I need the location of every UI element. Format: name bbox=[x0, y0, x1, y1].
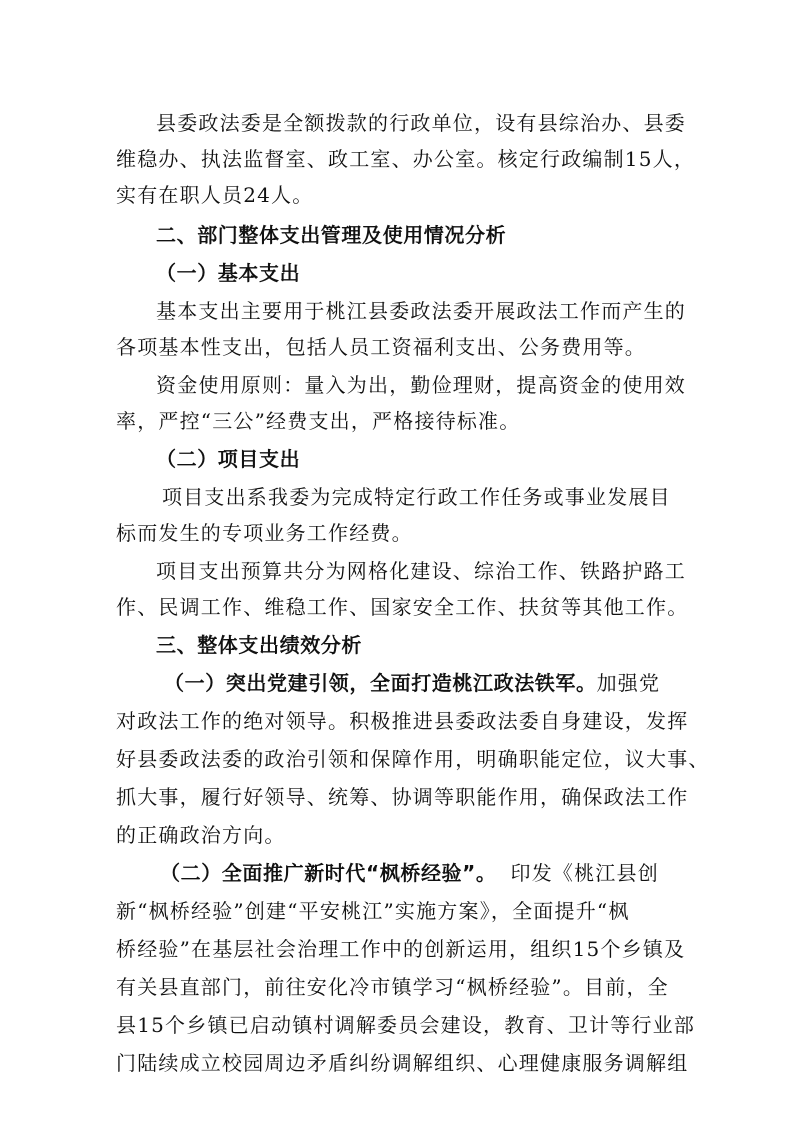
paragraph-line: 好县委政法委的政治引领和保障作用，明确职能定位，议大事、 bbox=[116, 747, 710, 771]
paragraph-lead-text: 加强党 bbox=[596, 671, 661, 695]
paragraph-lead-bold: （一）突出党建引领，全面打造桃江政法铁军。 bbox=[164, 671, 597, 695]
paragraph-line: 基本支出主要用于桃江县委政法委开展政法工作而产生的 bbox=[156, 299, 686, 323]
paragraph-line: 门陆续成立校园周边矛盾纠纷调解组织、心理健康服务调解组 bbox=[116, 1051, 689, 1075]
paragraph-line: 新“枫桥经验”创建“平安桃江”实施方案》，全面提升“枫 bbox=[116, 899, 630, 923]
paragraph-line-mixed bbox=[0, 856, 793, 890]
paragraph-line-mixed bbox=[0, 666, 793, 700]
paragraph-line: 维稳办、执法监督室、政工室、办公室。核定行政编制15人， bbox=[116, 147, 696, 171]
paragraph-line: 县委政法委是全额拨款的行政单位，设有县综治办、县委 bbox=[156, 111, 686, 135]
paragraph-line: 的正确政治方向。 bbox=[116, 823, 286, 847]
paragraph-line: 率，严控“三公”经费支出，严格接待标准。 bbox=[116, 409, 521, 433]
subsection-heading: （二）项目支出 bbox=[156, 447, 301, 471]
paragraph-line: 县15个乡镇已启动镇村调解委员会建设，教育、卫计等行业部 bbox=[116, 1013, 696, 1037]
paragraph-line: 标而发生的专项业务工作经费。 bbox=[116, 521, 413, 545]
section-heading: 三、整体支出绩效分析 bbox=[156, 633, 362, 657]
paragraph-line: 各项基本性支出，包括人员工资福利支出、公务费用等。 bbox=[116, 335, 646, 359]
paragraph-line: 有关县直部门，前往安化冷市镇学习“枫桥经验”。目前，全 bbox=[116, 975, 669, 999]
paragraph-line: 项目支出系我委为完成特定行政工作任务或事业发展目 bbox=[162, 485, 671, 509]
paragraph-line: 项目支出预算共分为网格化建设、综治工作、铁路护路工 bbox=[156, 559, 686, 583]
paragraph-lead-text: 印发《桃江县创 bbox=[510, 861, 659, 885]
paragraph-line: 实有在职人员24人。 bbox=[116, 183, 314, 207]
subsection-heading: （一）基本支出 bbox=[156, 261, 301, 285]
paragraph-line: 资金使用原则：量入为出，勤俭理财，提高资金的使用效 bbox=[156, 373, 686, 397]
section-heading: 二、部门整体支出管理及使用情况分析 bbox=[156, 223, 507, 247]
paragraph-lead-bold: （二）全面推广新时代“枫桥经验”。 bbox=[160, 861, 497, 885]
paragraph-line: 抓大事，履行好领导、统筹、协调等职能作用，确保政法工作 bbox=[116, 785, 689, 809]
paragraph-line: 对政法工作的绝对领导。积极推进县委政法委自身建设，发挥 bbox=[116, 709, 689, 733]
paragraph-line: 桥经验”在基层社会治理工作中的创新运用，组织15个乡镇及 bbox=[116, 937, 686, 961]
paragraph-line: 作、民调工作、维稳工作、国家安全工作、扶贫等其他工作。 bbox=[116, 595, 689, 619]
